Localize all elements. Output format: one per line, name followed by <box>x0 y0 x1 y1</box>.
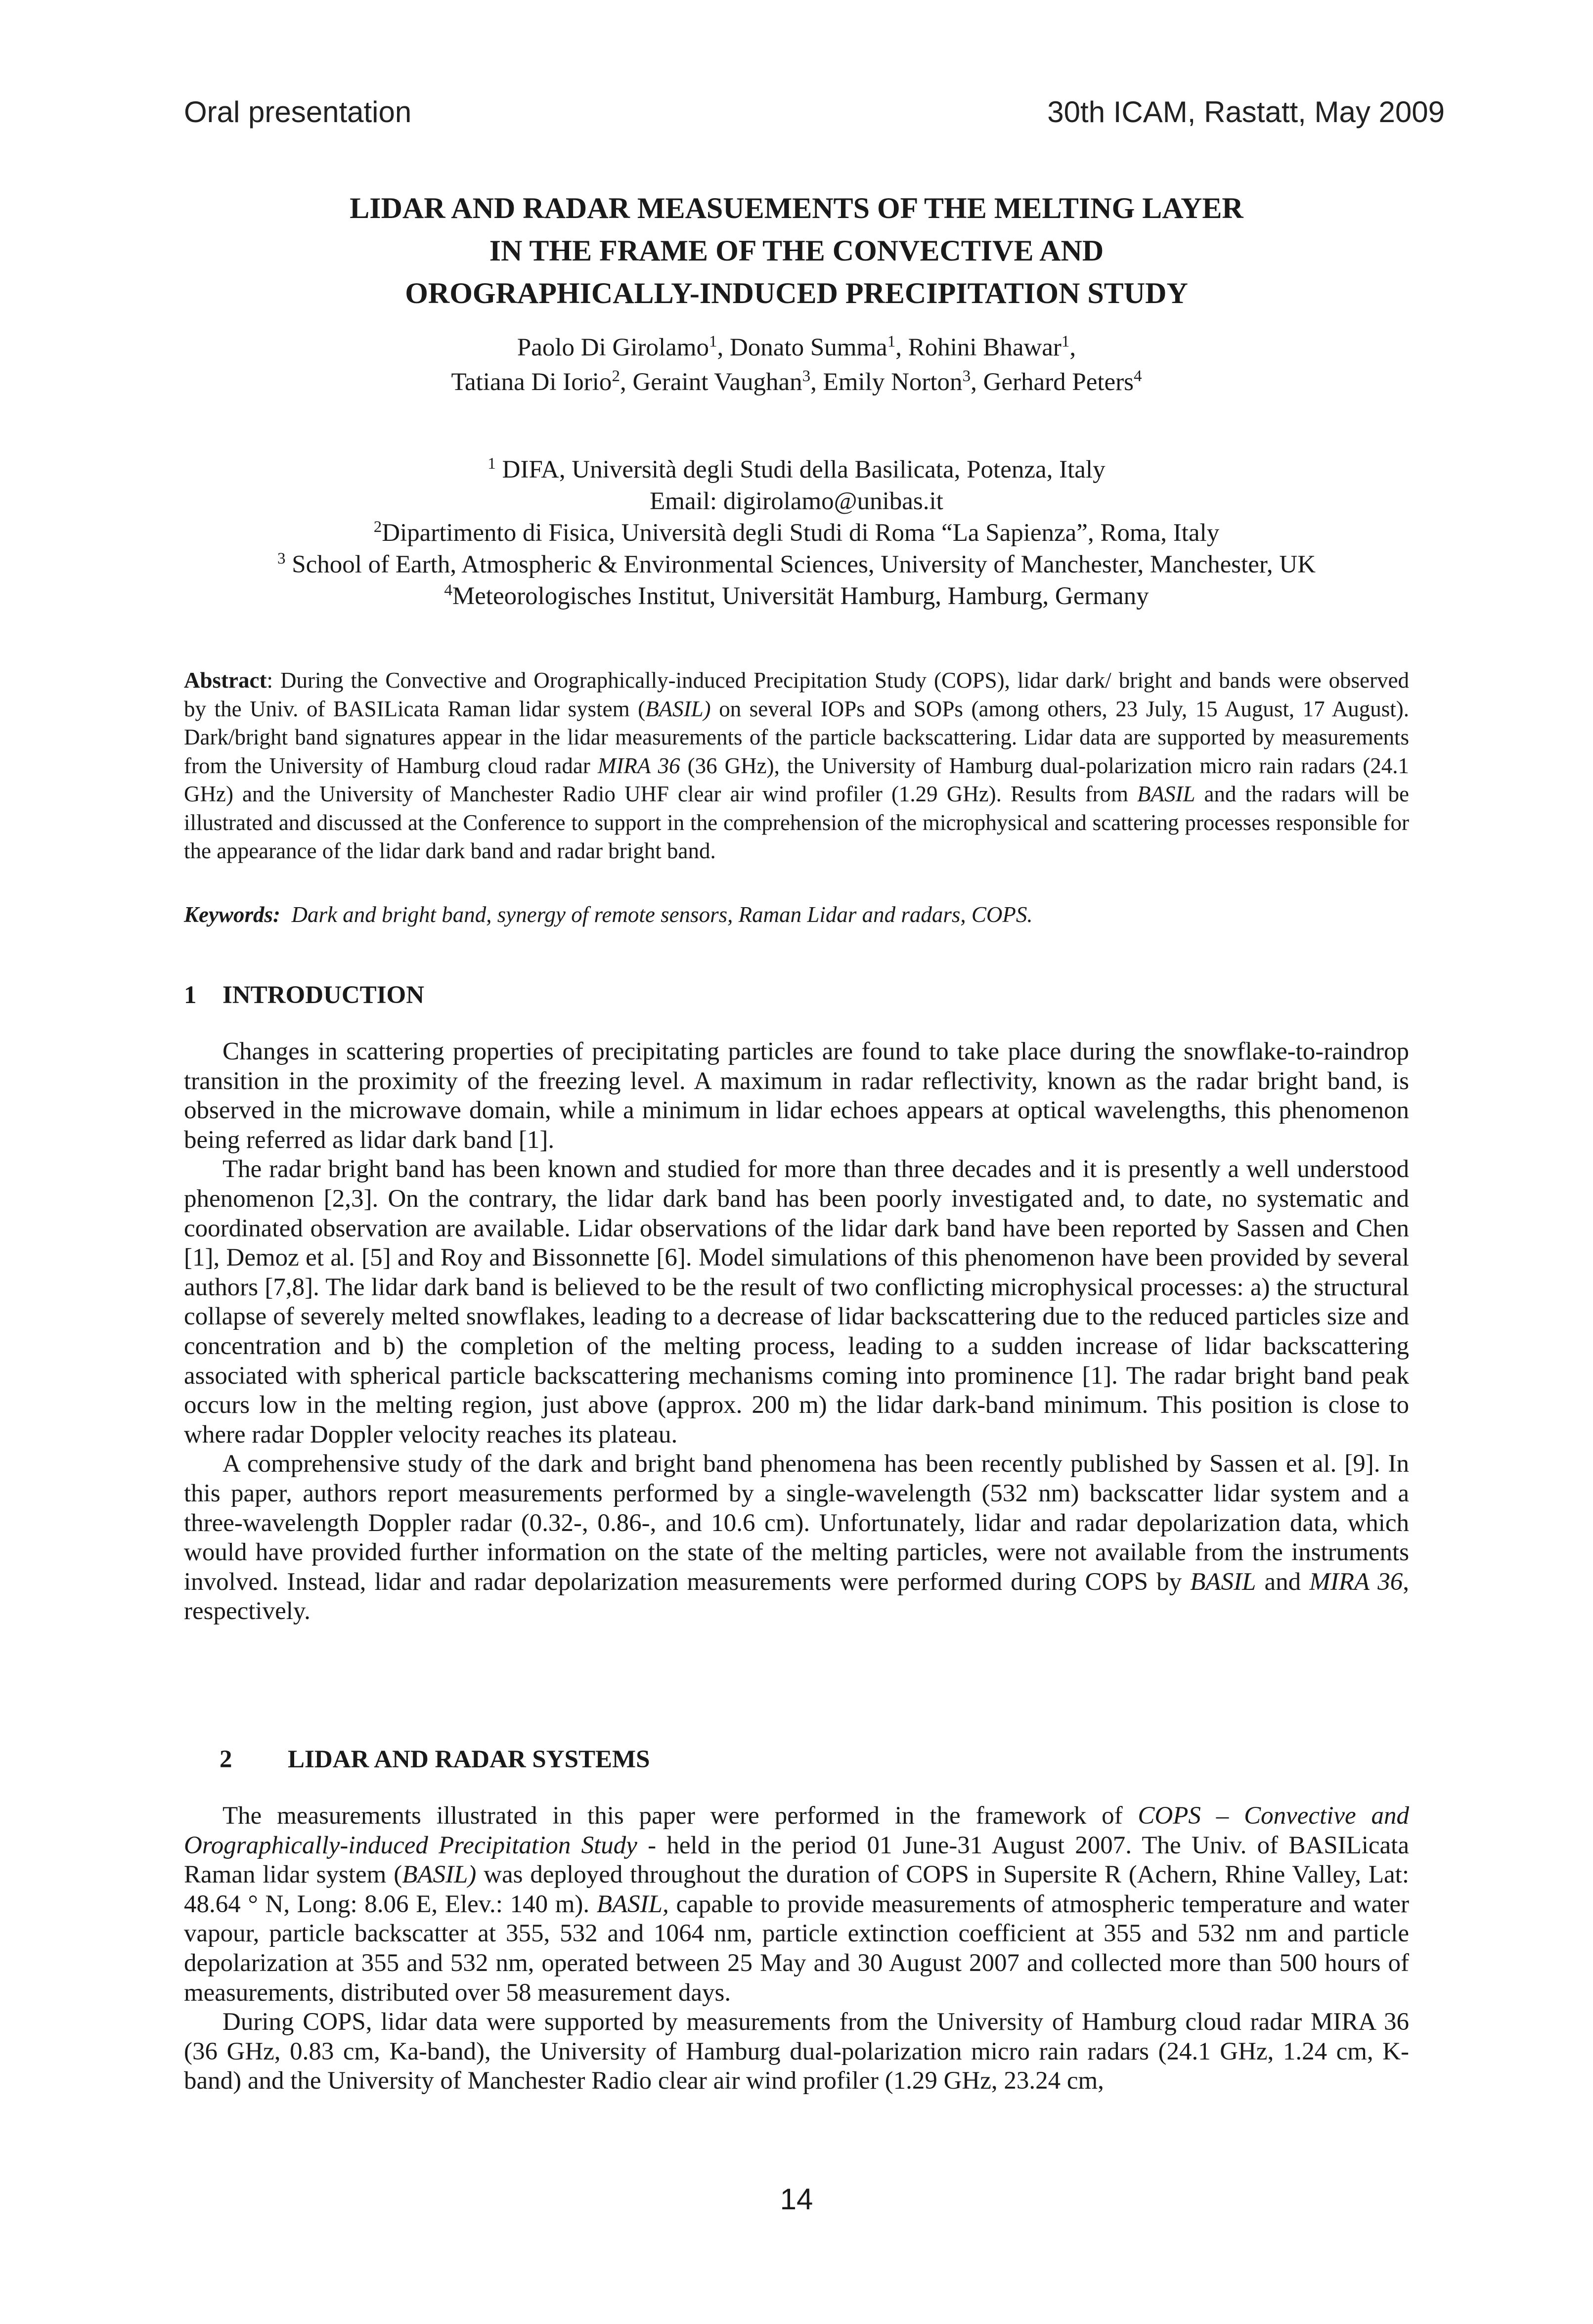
affil-mark: 3 <box>277 550 286 568</box>
abstract-mira: MIRA 36 <box>597 753 680 778</box>
affil-text: DIFA, Università degli Studi della Basilicata, Potenza, Italy <box>502 456 1106 483</box>
basil-italic: BASIL <box>1190 1568 1256 1596</box>
mira-italic: MIRA 36 <box>1309 1568 1403 1596</box>
keywords-text: Dark and bright band, synergy of remote sensors, Raman Lidar and radars, COPS. <box>291 902 1033 927</box>
section-number: 1 <box>184 981 197 1009</box>
paragraph <box>184 1801 1409 2008</box>
affiliation-3 <box>148 549 1445 580</box>
affil-mark: 2 <box>373 518 382 536</box>
title-line-1: LIDAR AND RADAR MEASUEMENTS OF THE MELTING LAYER <box>350 192 1243 224</box>
author-affil-mark: 1 <box>708 333 717 351</box>
paper-title <box>148 187 1445 314</box>
author-name: Geraint Vaughan <box>632 368 802 396</box>
title-line-2: IN THE FRAME OF THE CONVECTIVE AND <box>489 234 1104 267</box>
section-1-heading <box>184 981 424 1009</box>
abstract-text: on several IOPs and SOPs (among others, 23 July, 15 August, 17 August). Dark/bright band signatures appear in the lidar measurements of the particle backscattering. Lidar data are supported by measurements from the University of Hamburg cloud radar <box>184 696 1409 778</box>
abstract-text: and the radars will be illustrated and discussed at the Conference to support in the comprehension of the microphysical and scattering processes responsible for the appearance of the lidar dark band and radar bright band. <box>184 782 1410 863</box>
author-list <box>148 330 1445 399</box>
author-name: Paolo Di Girolamo <box>517 334 709 361</box>
cops-italic: COPS – Convective and Orographically-induced Precipitation Study - <box>184 1802 1409 1859</box>
paragraph-text: and <box>1256 1568 1310 1596</box>
author-affil-mark: 1 <box>1061 333 1070 351</box>
paragraph: Changes in scattering properties of precipitating particles are found to take place during the snowflake-to-raindrop transition in the proximity of the freezing level. A maximum in radar reflectivity, known as the radar bright band, is observed in the microwave domain, while a minimum in lidar echoes appears at optical wavelengths, this phenomenon being referred as lidar dark band [1]. <box>184 1038 1409 1154</box>
paragraph: During COPS, lidar data were supported by measurements from the University of Hamburg cloud radar MIRA 36 (36 GHz, 0.83 cm, Ka-band), the University of Hamburg dual-polarization micro rain radars (24.1 GHz, 1.24 cm, K-band) and the University of Manchester Radio clear air wind profiler (1.29 GHz, 23.24 cm, <box>184 2008 1409 2095</box>
affil-text: School of Earth, Atmospheric & Environmental Sciences, University of Manchester, Manchester, UK <box>292 551 1316 578</box>
section-number: 2 <box>220 1746 232 1773</box>
affil-text: Meteorologisches Institut, Universität Hamburg, Hamburg, Germany <box>452 582 1149 610</box>
paragraph-text: , respectively. <box>184 1568 1409 1625</box>
paragraph-text: A comprehensive study of the dark and bright band phenomena has been recently published by Sassen et al. [9]. In this paper, authors report measurements performed by a single-wavelength (532 nm) backscatter lidar system and a three-wavelength Doppler radar (0.32-, 0.86-, and 10.6 cm). Unfortunately, lidar and radar depolarization data, which would have provided further information on the state of the melting particles, were not available from the instruments involved. Instead, lidar and radar depolarization measurements were performed during COPS by <box>184 1450 1409 1596</box>
section-title: LIDAR AND RADAR SYSTEMS <box>288 1746 650 1773</box>
author-affil-mark: 3 <box>802 367 811 385</box>
abstract-label: Abstract <box>184 668 267 693</box>
author-line-2: Tatiana Di Iorio$^2$, Geraint Vaughan$^3$, Emily Norton$^3$, Gerhard Peters$^4$ <box>451 367 1142 396</box>
paragraph: The radar bright band has been known and studied for more than three decades and it is presently a well understood phenomenon [2,3]. On the contrary, the lidar dark band has been poorly investigated and, to date, no systematic and coordinated observation are available. Lidar observations of the lidar dark band have been reported by Sassen and Chen [1], Demoz et al. [5] and Roy and Bissonnette [6]. Model simulations of this phenomenon have been provided by several authors [7,8]. The lidar dark band is believed to be the result of two conflicting microphysical processes: a) the structural collapse of severely melted snowflakes, leading to a decrease of lidar backscattering due to the reduced particles size and concentration and b) the completion of the melting process, leading to a sudden increase of lidar backscattering associated with spherical particle backscattering mechanisms coming into prominence [1]. The radar bright band peak occurs low in the melting region, just above (approx. 200 m) the lidar dark-band minimum. This position is close to where radar Doppler velocity reaches its plateau. <box>184 1155 1409 1448</box>
affil-text: Dipartimento di Fisica, Università degli Studi di Roma “La Sapienza”, Roma, Italy <box>382 519 1220 547</box>
email-text: Email: digirolamo@unibas.it <box>650 487 943 515</box>
section-2-heading <box>220 1745 650 1774</box>
title-line-3: OROGRAPHICALLY-INDUCED PRECIPITATION STUDY <box>405 277 1188 309</box>
section-2-body <box>184 1801 1409 2096</box>
abstract-basil: BASIL <box>1137 782 1195 806</box>
abstract <box>184 666 1409 866</box>
affiliation-1 <box>148 454 1445 485</box>
author-name: Donato Summa <box>729 334 887 361</box>
affiliation-4 <box>148 580 1445 612</box>
affil-mark: 4 <box>444 581 452 599</box>
abstract-basil: BASIL) <box>645 696 711 721</box>
paragraph-text: held in the period 01 June-31 August 2007. The Univ. of BASILicata Raman lidar system ( <box>184 1831 1409 1889</box>
author-line-1: Paolo Di Girolamo$^1$, Donato Summa$^1$, Rohini Bhawar$^1$, <box>517 333 1076 361</box>
abstract-text: (36 GHz), the University of Hamburg dual-polarization micro rain radars (24.1 GHz) and the University of Manchester Radio UHF clear air wind profiler (1.29 GHz). Results from <box>184 753 1409 806</box>
basil-italic: BASIL) <box>402 1861 477 1889</box>
author-affil-mark: 4 <box>1134 367 1142 385</box>
author-name: Gerhard Peters <box>983 368 1134 396</box>
abstract-text: : During the Convective and Orographically-induced Precipitation Study (COPS), lidar dark/ bright and bands were observed by the Univ. of BASILicata Raman lidar system ( <box>184 668 1409 721</box>
basil-italic: BASIL, <box>596 1890 669 1918</box>
paragraph-text: capable to provide measurements of atmospheric temperature and water vapour, particle backscatter at 355, 532 and 1064 nm, particle extinction coefficient at 355 and 532 nm and particle depolarization at 355 and 532 nm, operated between 25 May and 30 August 2007 and collected more than 500 hours of measurements, distributed over 58 measurement days. <box>184 1890 1409 2007</box>
affiliation-2 <box>148 517 1445 549</box>
paragraph-text: The measurements illustrated in this paper were performed in the framework of <box>222 1802 1138 1830</box>
running-header-right: 30th ICAM, Rastatt, May 2009 <box>1047 95 1445 129</box>
page-number: 14 <box>780 2183 813 2216</box>
author-affil-mark: 3 <box>962 367 971 385</box>
section-1-body <box>184 1037 1409 1626</box>
author-email <box>148 485 1445 517</box>
author-name: Emily Norton <box>823 368 963 396</box>
author-affil-mark: 2 <box>612 367 620 385</box>
paragraph-text: was deployed throughout the duration of COPS in Supersite R (Achern, Rhine Valley, Lat: 48.64 ° N, Long: 8.06 E, Elev.: 140 m). <box>184 1861 1409 1918</box>
running-header-left: Oral presentation <box>184 95 412 129</box>
author-name: Rohini Bhawar <box>908 334 1062 361</box>
keywords <box>184 901 1409 929</box>
section-title: INTRODUCTION <box>222 981 425 1009</box>
affiliation-list <box>148 454 1445 612</box>
paragraph <box>184 1449 1409 1626</box>
author-affil-mark: 1 <box>887 333 896 351</box>
affil-mark: 1 <box>487 455 496 473</box>
keywords-label: Keywords: <box>184 902 280 927</box>
author-name: Tatiana Di Iorio <box>451 368 612 396</box>
